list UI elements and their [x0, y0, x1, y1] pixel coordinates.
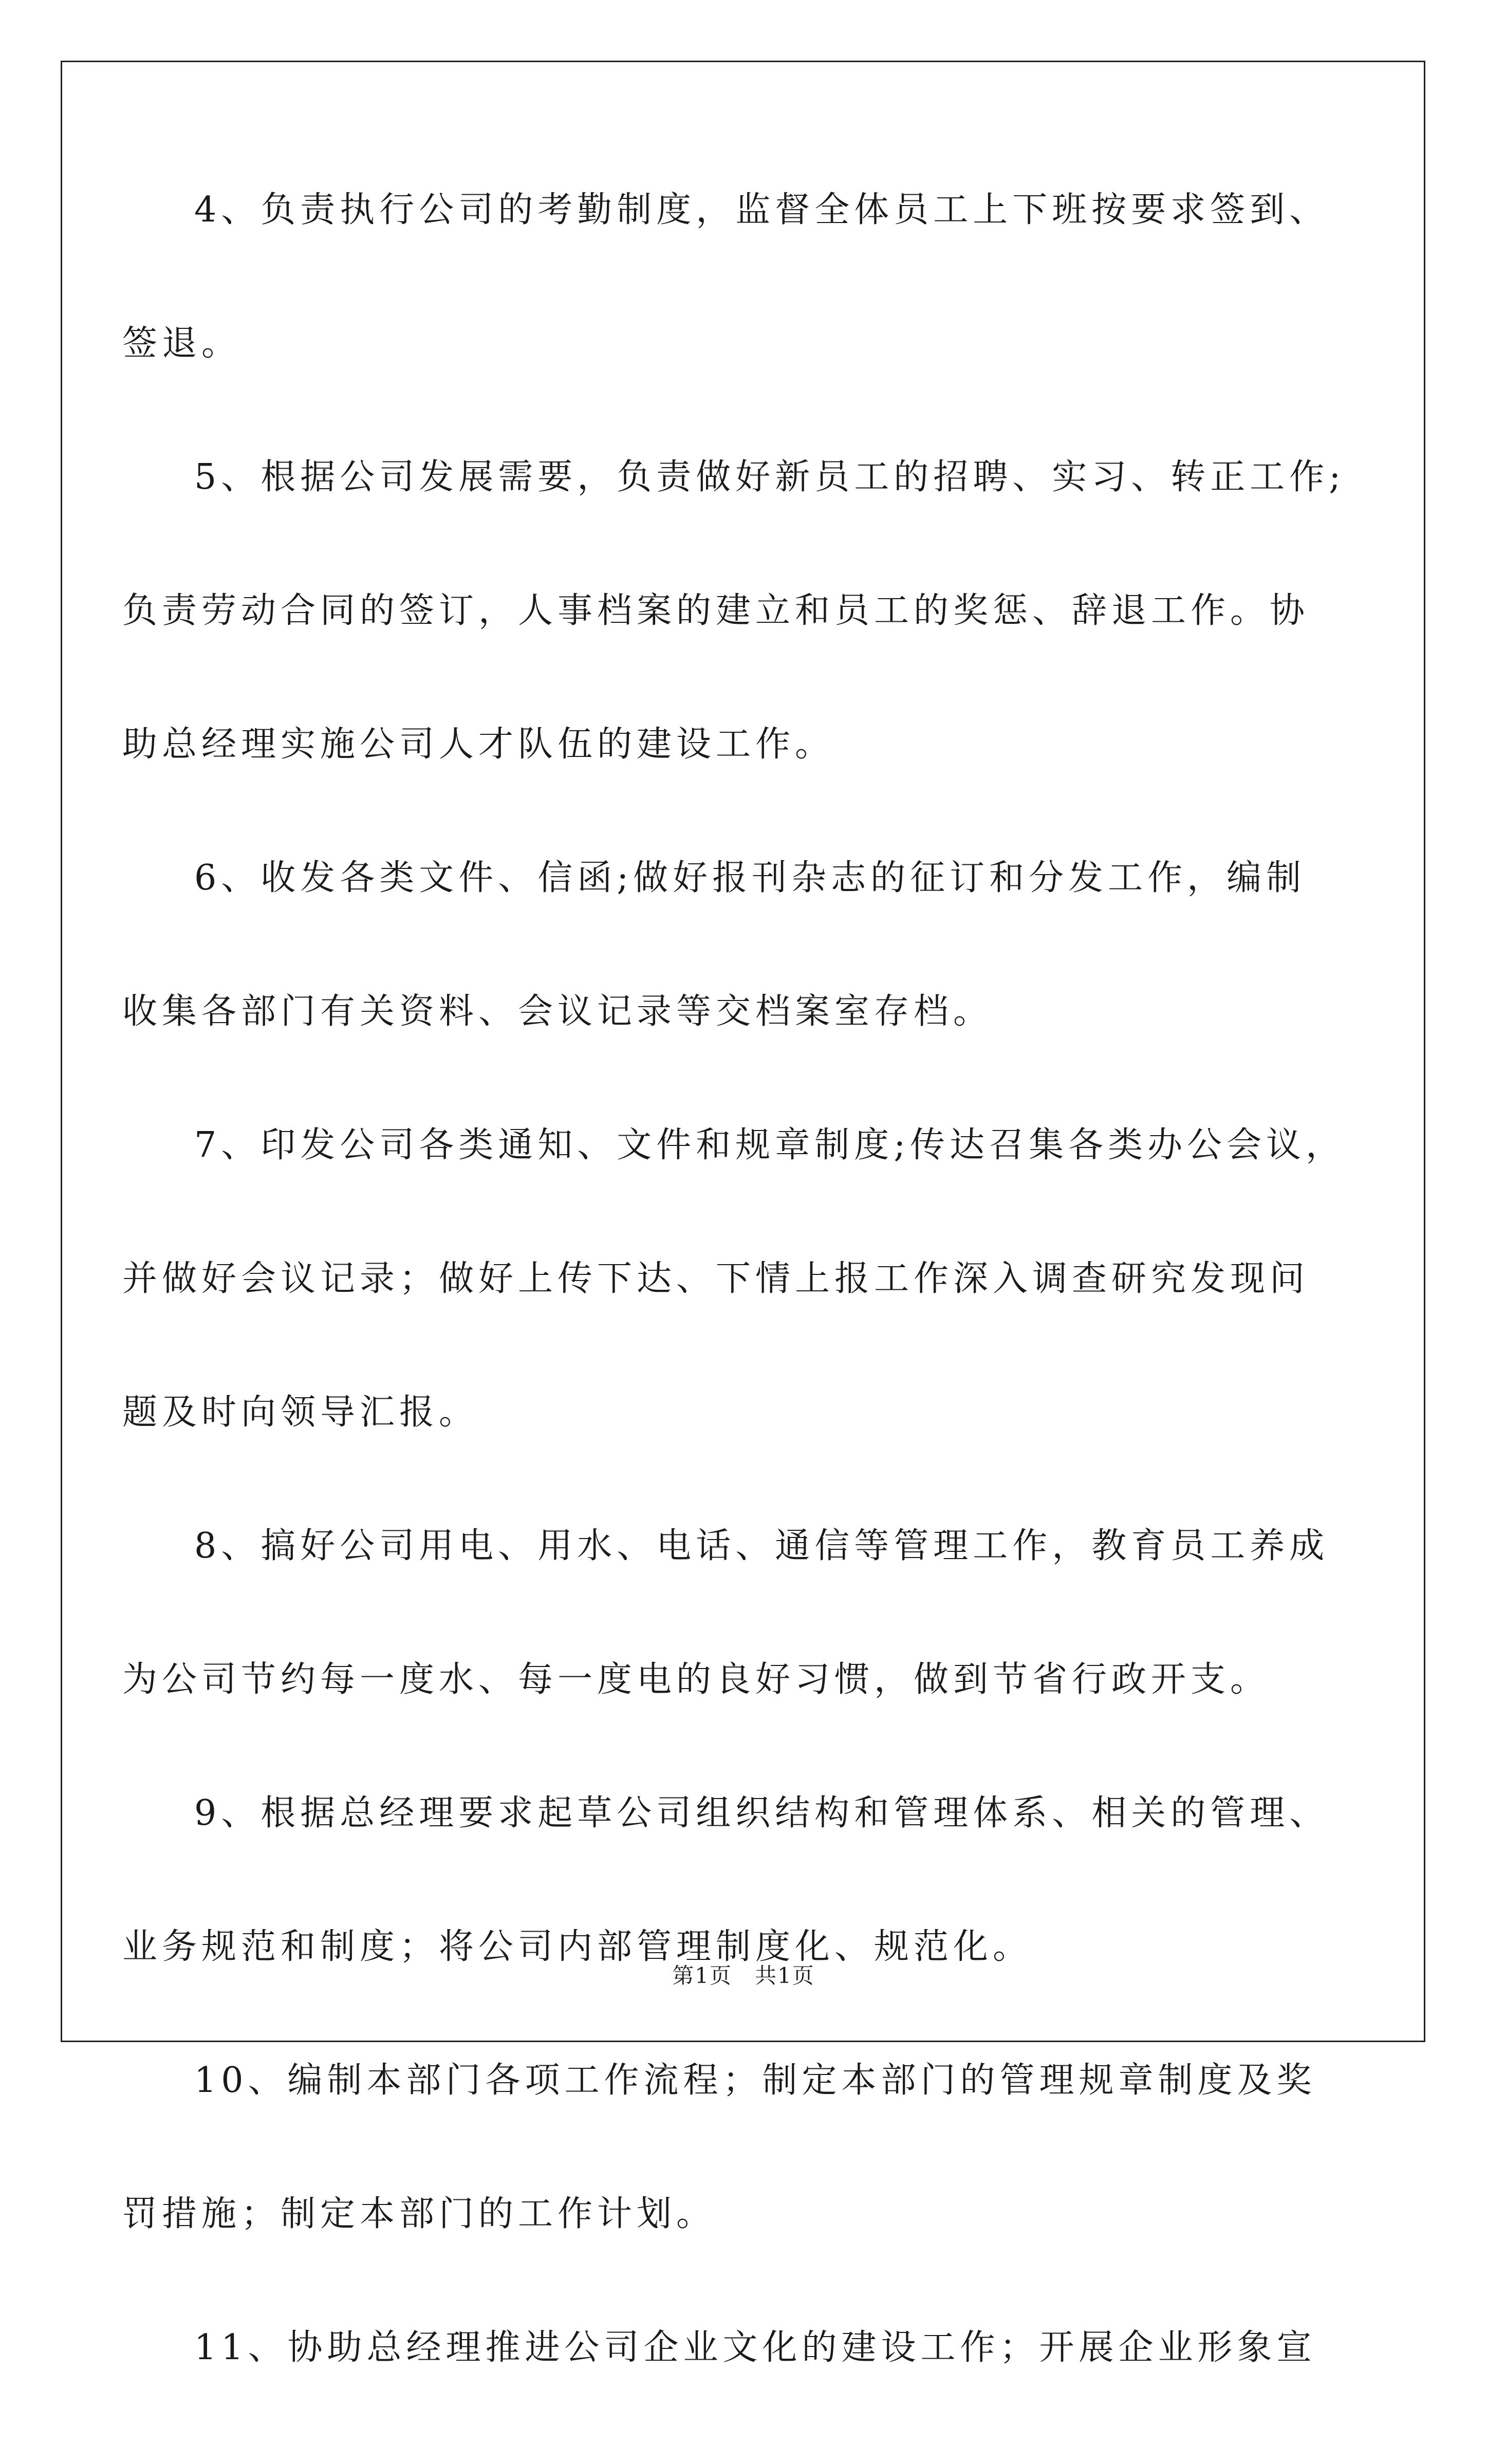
- paragraph-6-line-1: 6、收发各类文件、信函;做好报刊杂志的征订和分发工作，编制: [194, 858, 1306, 898]
- paragraph-7-line-2: 并做好会议记录；做好上传下达、下情上报工作深入调查研究发现问: [122, 1258, 1310, 1299]
- paragraph-11-line-1: 11、协助总经理推进公司企业文化的建设工作；开展企业形象宣: [194, 2327, 1316, 2368]
- paragraph-6-line-2: 收集各部门有关资料、会议记录等交档案室存档。: [122, 991, 993, 1032]
- paragraph-8-line-2: 为公司节约每一度水、每一度电的良好习惯，做到节省行政开支。: [122, 1659, 1270, 1700]
- paragraph-10-line-1: 10、编制本部门各项工作流程；制定本部门的管理规章制度及奖: [194, 2060, 1316, 2101]
- paragraph-4-line-2: 签退。: [122, 323, 241, 364]
- paragraph-5-line-1: 5、根据公司发展需要，负责做好新员工的招聘、实习、转正工作;: [194, 457, 1346, 497]
- paragraph-7-line-1: 7、印发公司各类通知、文件和规章制度;传达召集各类办公会议，: [194, 1125, 1346, 1165]
- paragraph-9-line-2: 业务规范和制度；将公司内部管理制度化、规范化。: [122, 1926, 1033, 1967]
- paragraph-8-line-1: 8、搞好公司用电、用水、电话、通信等管理工作，教育员工养成: [194, 1526, 1329, 1566]
- paragraph-9-line-1: 9、根据总经理要求起草公司组织结构和管理体系、相关的管理、: [194, 1793, 1329, 1833]
- paragraph-5-line-2: 负责劳动合同的签订，人事档案的建立和员工的奖惩、辞退工作。协: [122, 590, 1310, 631]
- paragraph-5-line-3: 助总经理实施公司人才队伍的建设工作。: [122, 724, 835, 765]
- paragraph-7-line-3: 题及时向领导汇报。: [122, 1392, 479, 1433]
- paragraph-10-line-2: 罚措施；制定本部门的工作计划。: [122, 2194, 716, 2234]
- page-footer: 第1页 共1页: [672, 1963, 815, 1988]
- document-body: [122, 190, 1346, 2464]
- paragraph-4-line-1: 4、负责执行公司的考勤制度，监督全体员工上下班按要求签到、: [194, 190, 1329, 230]
